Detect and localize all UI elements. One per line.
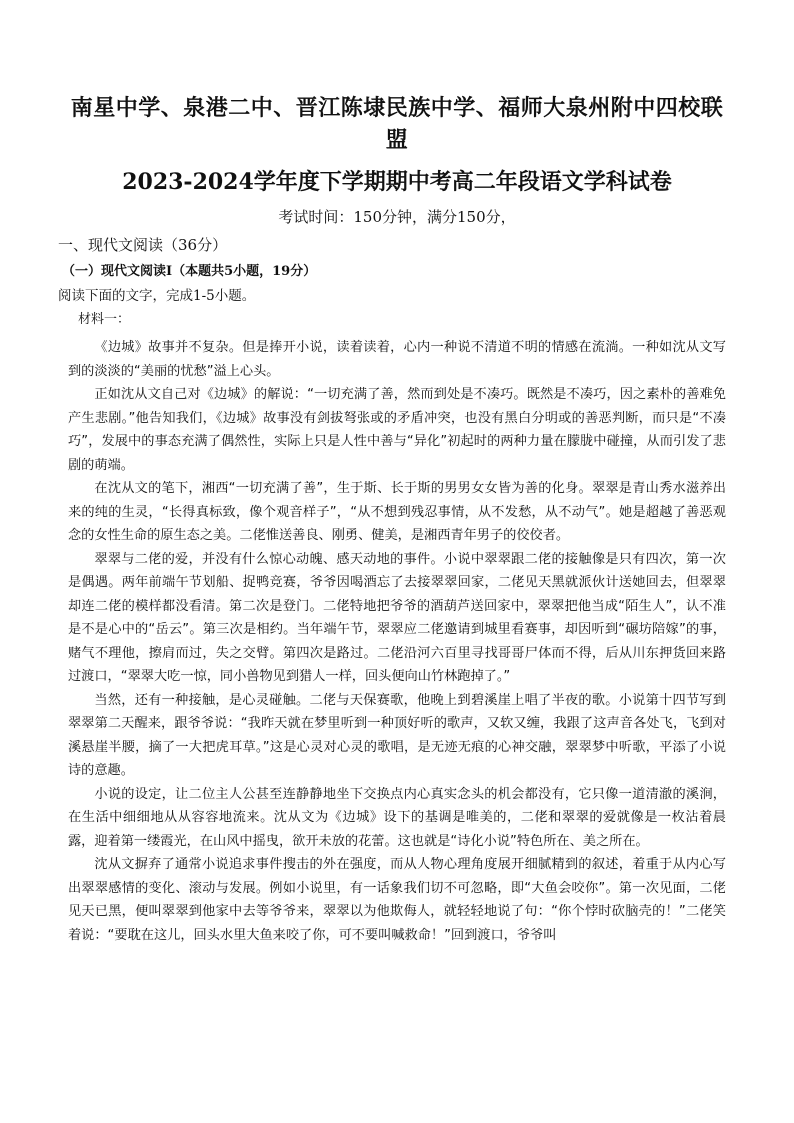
paragraph: 当然，还有一种接触，是心灵碰触。二佬与天保赛歌，他晚上到碧溪崖上唱了半夜的歌。小说第十四节写到翠翠第二天醒来，跟爷爷说：“我昨天就在梦里听到一种顶好听的歌声，又软又缠，我跟了这声音各处飞，飞到对溪悬崖半腰，摘了一大把虎耳草。”这是心灵对心灵的歌唱，是无迹无痕的心神交融，翠翠梦中听歌，平添了小说诗的意趣。 xyxy=(68,692,726,778)
paragraph: 沈从文摒弃了通常小说追求事件搜击的外在强度，而从人物心理角度展开细腻精到的叙述，着重于从内心写出翠翠感情的变化、滚动与发展。例如小说里，有一话象我们切不可忽略，即“大鱼会咬你”。第一次见面，二佬见天已黑，便叫翠翠到他家中去等爷爷来，翠翠以为他欺侮人，就轻轻地说了句：“你个悖时砍脑壳的！”二佬笑着说：“要耽在这儿，回头水里大鱼来咬了你，可不要叫喊救命！”回到渡口，爷爷叫 xyxy=(68,857,726,943)
paragraph: 正如沈从文自己对《边城》的解说：“一切充满了善，然而到处是不凑巧。既然是不凑巧，因之素朴的善难免产生悲剧。”他告知我们，《边城》故事没有剑拔弩张或的矛盾冲突，也没有黑白分明或的善恶判断，而只是“不凑巧”，发展中的事态充满了偶然性，实际上只是人性中善与“异化”初起时的两种力量在朦胧中碰撞，从而引发了悲剧的萌端。 xyxy=(68,387,726,473)
school-alliance-title: 南星中学、泉港二中、晋江陈埭民族中学、福师大泉州附中四校联盟 xyxy=(70,95,724,153)
material-label: 材料一： xyxy=(78,312,131,327)
section-heading: 一、现代文阅读（36分） xyxy=(58,236,228,254)
paragraph: 翠翠与二佬的爱，并没有什么惊心动魄、感天动地的事件。小说中翠翠跟二佬的接触像是只有四次，第一次是偶遇。两年前端午节划船、捉鸭竞赛，爷爷因喝酒忘了去接翠翠回家，二佬见天黑就派伙计送她回去，但翠翠却连二佬的模样都没看清。第二次是登门。二佬特地把爷爷的酒葫芦送回家中，翠翠把他当成“陌生人”，认不准是不是心中的“岳云”。第三次是相约。当年端午节，翠翠应二佬邀请到城里看赛事，却因听到“碾坊陪嫁”的事，赌气不理他，擦肩而过，失之交臂。第四次是路过。二佬沿河六百里寻找哥哥尸体而不得，后从川东押货回来路过渡口，“翠翠大吃一惊，同小兽物见到猎人一样，回头便向山竹林跑掉了。” xyxy=(68,551,726,684)
exam-title: 2023-2024学年度下学期期中考高二年段语文学科试卷 xyxy=(122,169,672,195)
subsection-heading: （一）现代文阅读Ⅰ（本题共5小题，19分） xyxy=(62,264,317,279)
paragraph: 小说的设定，让二位主人公甚至连静静地坐下交换点内心真实念头的机会都没有，它只像一道清澈的溪涧，在生活中细细地从从容容地流来。沈从文为《边城》设下的基调是唯美的，二佬和翠翠的爱就像是一枚沾着晨露，迎着第一缕霞光，在山风中摇曳，欲开未放的花蕾。这也就是“诗化小说”特色所在、美之所在。 xyxy=(68,786,726,849)
paragraph: 在沈从文的笔下，湘西“一切充满了善”，生于斯、长于斯的男男女女皆为善的化身。翠翠是青山秀水滋养出来的纯的生灵，“长得真标致，像个观音样子”，“从不想到残忍事情，从不发愁，从不动气”。她是超越了善恶观念的女性生命的原生态之美。二佬惟送善良、刚勇、健美，是湘西青年男子的佼佼者。 xyxy=(68,481,726,543)
paragraph: 《边城》故事并不复杂。但是捧开小说，读着读着，心内一种说不清道不明的情感在流淌。一种如沈从文写到的淡淡的“美丽的忧愁”溢上心头。 xyxy=(68,340,726,379)
material-body xyxy=(68,336,726,947)
exam-info: 考试时间：150分钟，满分150分， xyxy=(278,208,516,226)
reading-instruction: 阅读下面的文字，完成1-5小题。 xyxy=(58,288,256,304)
